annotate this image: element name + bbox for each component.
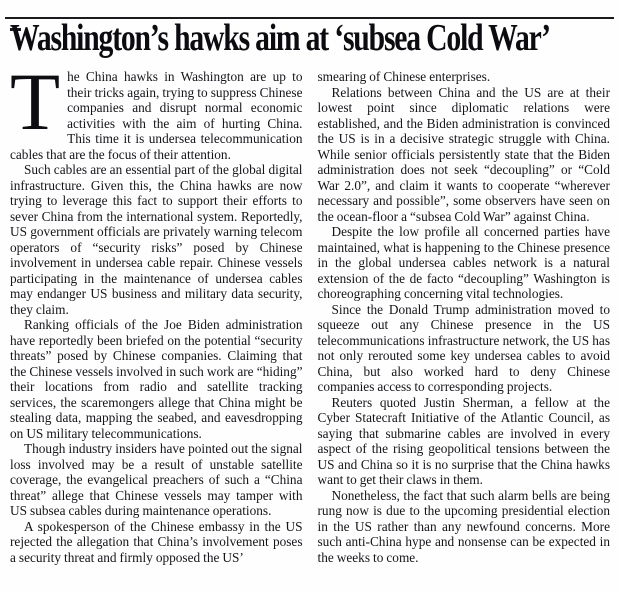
article-column-left (10, 56, 303, 565)
paragraph: Relations between China and the US are at their lowest point since diplomatic relations were established, and the Biden administration is convinced the US is in a decisive strategic struggle with China. While senior officials persistently state that the Biden administration does not seek “decoupling” or “Cold War 2.0”, and claim it wants to cooperate “wherever necessary and possible”, some observers have seen on the ocean-floor a “subsea Cold War” against China. (317, 84, 610, 224)
paragraph: Ranking officials of the Joe Biden administration have reportedly been briefed on the potential “security threats” posed by Chinese companies. Claiming that the Chinese vessels involved in such work are “hiding” their locations from radio and satellite tracking services, the scaremongers allege that China might be stealing data, mapping the seabed, and eavesdropping on US military telecommunications. (10, 317, 303, 441)
paragraph: Such cables are an essential part of the global digital infrastructure. Given this, the China hawks are now trying to leverage this fact to support their efforts to sever China from the international system. Reportedly, US government officials are privately warning telecom operators of “security risks” posed by Chinese involvement in undersea cable repair. Chinese vessels participating in the maintenance of undersea cables may endanger US business and military data security, they claim. (10, 162, 303, 317)
paragraph: Reuters quoted Justin Sherman, a fellow at the Cyber Statecraft Initiative of the Atlantic Council, as saying that submarine cables are involved in every aspect of the rising geopolitical tensions between the US and China so it is no surprise that the China hawks want to get their claws in them. (317, 394, 610, 487)
paragraph-text: he China hawks in Washington are up to their tricks again, trying to suppress Chinese companies and disrupt normal economic activities with the aim of hurting China. This time it is undersea telecommunication cables that are the focus of their attention. (10, 69, 303, 162)
newspaper-page (0, 16, 619, 592)
paragraph: Since the Donald Trump administration moved to squeeze out any Chinese presence in the US telecommunications infrastructure network, the US has not only rerouted some key undersea cables to avoid China, but also worked hard to deny Chinese companies access to corresponding projects. (317, 301, 610, 394)
drop-cap: T (10, 56, 61, 147)
article-body (0, 56, 619, 565)
paragraph: smearing of Chinese enterprises. (317, 69, 491, 84)
paragraph: Though industry insiders have pointed out the signal loss involved may be a result of unstable satellite coverage, the evangelical preachers of such a “China threat” allege that Chinese vessels may tamper with US subsea cables during maintenance operations. (10, 441, 303, 518)
article-headline: Washington’s hawks aim at ‘subsea Cold War’ (10, 17, 550, 59)
paragraph (10, 56, 303, 162)
paragraph: Nonetheless, the fact that such alarm bells are being rung now is due to the upcoming presidential election in the US rather than any newfound concerns. More such anti-China hype and nonsense can be expected in the weeks to come. (317, 487, 610, 565)
paragraph: Despite the low profile all concerned parties have maintained, what is happening to the Chinese presence in the global undersea cables network is a natural extension of the de facto “decoupling” Washington is choreographing concerning vital technologies. (317, 224, 610, 301)
paragraph: A spokesperson of the Chinese embassy in the US rejected the allegation that China’s involvement poses a security threat and firmly opposed the US’ (10, 518, 303, 565)
article-column-right (318, 69, 611, 565)
